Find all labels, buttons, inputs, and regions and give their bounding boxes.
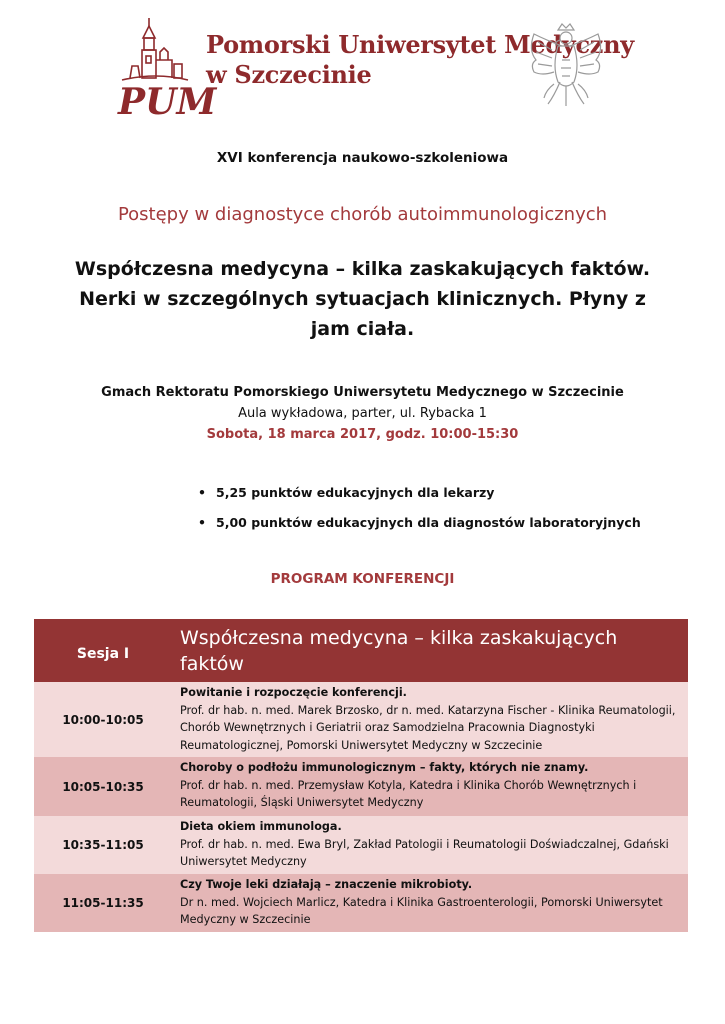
venue-building: Gmach Rektoratu Pomorskiego Uniwersytetu Medycznego w Szczecinie xyxy=(101,385,624,400)
row-time: 10:05-10:35 xyxy=(62,779,144,794)
conference-title: Współczesna medycyna – kilka zaskakujących faktów. Nerki w szczególnych sytuacjach klinicznych. Płyny z jam ciała. xyxy=(74,258,651,340)
row-time: 11:05-11:35 xyxy=(62,896,144,910)
row-description: Prof. dr hab. n. med. Marek Brzosko, dr n. med. Katarzyna Fischer - Klinika Reumatologii, Chorób Wewnętrznych i Geriatrii oraz Samodzielna Pracownia Diagnostyki Reumatologicznej, Pomorski Uniwersytet Medyczny w Szczecinie xyxy=(180,703,676,752)
table-row xyxy=(34,874,688,932)
row-heading: Choroby o podłożu immunologicznym – fakty, których nie znamy. xyxy=(180,761,589,774)
table-row xyxy=(34,682,688,757)
row-heading: Powitanie i rozpoczęcie konferencji. xyxy=(180,686,407,699)
page-header xyxy=(0,0,725,130)
row-details xyxy=(172,757,688,816)
program-table xyxy=(34,619,688,932)
white-eagle-icon xyxy=(524,20,608,116)
education-points-list xyxy=(198,484,641,544)
svg-text:PUM: PUM xyxy=(118,81,217,123)
conference-edition: XVI konferencja naukowo-szkoleniowa xyxy=(216,150,509,166)
table-row xyxy=(34,757,688,816)
venue-info xyxy=(0,382,725,445)
row-details xyxy=(172,682,688,757)
session-label: Sesja I xyxy=(76,645,130,662)
row-time: 10:00-10:05 xyxy=(62,712,144,727)
program-heading: PROGRAM KONFERENCJI xyxy=(270,571,455,587)
list-item: • 5,00 punktów edukacyjnych dla diagnostów laboratoryjnych xyxy=(198,514,641,544)
row-description: Prof. dr hab. n. med. Ewa Bryl, Zakład Patologii i Reumatologii Doświadczalnej, Gdański Uniwersytet Medyczny xyxy=(180,837,669,868)
university-name-line2: w Szczecinie xyxy=(206,60,372,89)
row-heading: Dieta okiem immunologa. xyxy=(180,820,342,833)
row-details xyxy=(172,874,688,932)
university-name-line1: Pomorski Uniwersytet Medyczny xyxy=(206,30,634,59)
row-heading: Czy Twoje leki działają – znaczenie mikrobioty. xyxy=(180,878,473,891)
event-date: Sobota, 18 marca 2017, godz. 10:00-15:30 xyxy=(206,427,519,442)
pum-logo xyxy=(116,16,217,123)
row-description: Dr n. med. Wojciech Marlicz, Katedra i Klinika Gastroenterologii, Pomorski Uniwersytet Medyczny w Szczecinie xyxy=(180,895,663,926)
venue-room: Aula wykładowa, parter, ul. Rybacka 1 xyxy=(238,406,487,421)
session-header xyxy=(34,619,688,682)
table-row xyxy=(34,816,688,874)
list-item: • 5,25 punktów edukacyjnych dla lekarzy xyxy=(198,484,641,514)
row-details xyxy=(172,816,688,874)
session-title: Współczesna medycyna – kilka zaskakujących faktów xyxy=(180,627,618,675)
row-description: Prof. dr hab. n. med. Przemysław Kotyla, Katedra i Klinika Chorób Wewnętrznych i Reumatologii, Śląski Uniwersytet Medyczny xyxy=(180,778,637,809)
row-time: 10:35-11:05 xyxy=(62,838,144,852)
conference-subtitle: Postępy w diagnostyce chorób autoimmunologicznych xyxy=(117,204,608,225)
